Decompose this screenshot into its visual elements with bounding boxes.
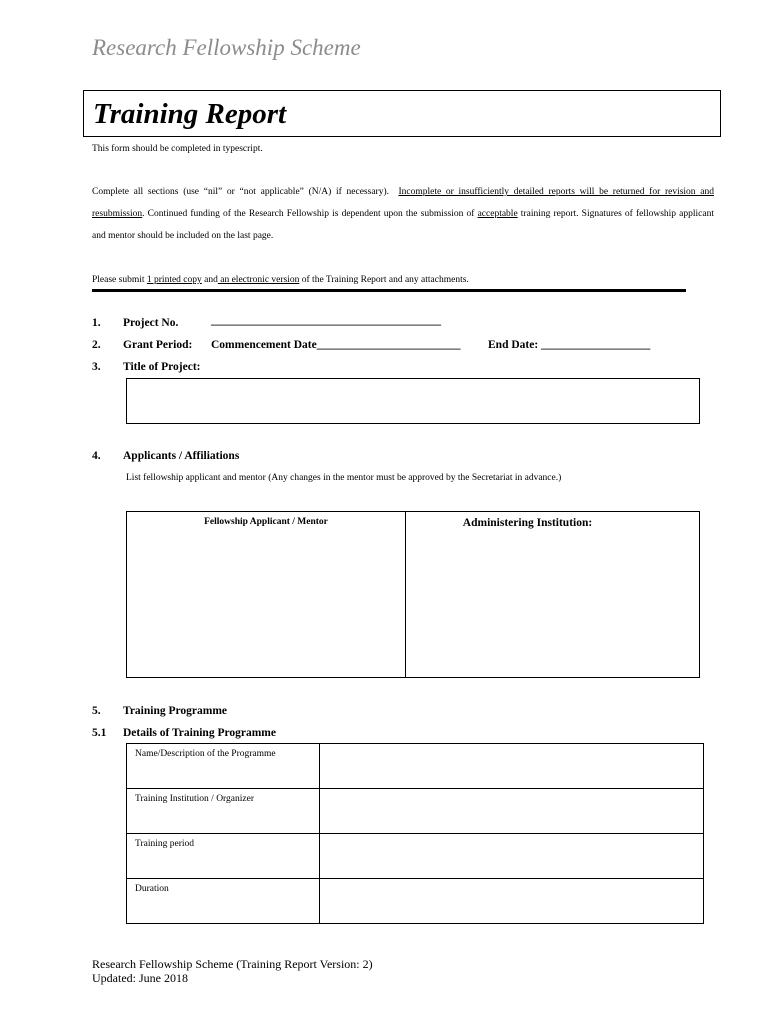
details-row-value[interactable] bbox=[320, 834, 704, 879]
submit-text-a: Please submit bbox=[92, 275, 147, 285]
details-row-label: Duration bbox=[127, 879, 320, 924]
project-title-field[interactable] bbox=[126, 378, 700, 424]
submit-note bbox=[92, 275, 469, 285]
title-of-project-label: Title of Project: bbox=[123, 361, 201, 373]
page-title: Training Report bbox=[93, 98, 287, 130]
submit-printed-copy: 1 printed copy bbox=[146, 275, 202, 285]
grant-period-label: Grant Period: bbox=[123, 339, 193, 351]
page-footer bbox=[92, 957, 373, 985]
applicant-mentor-header: Fellowship Applicant / Mentor bbox=[204, 517, 328, 527]
table-row bbox=[127, 744, 704, 789]
typescript-note: This form should be completed in typescript. bbox=[92, 144, 263, 154]
applicants-table bbox=[126, 511, 700, 678]
details-row-value[interactable] bbox=[320, 789, 704, 834]
end-date-field[interactable]: End Date: ___________________ bbox=[488, 339, 651, 351]
details-row-label: Training period bbox=[127, 834, 320, 879]
details-label: Details of Training Programme bbox=[123, 727, 276, 739]
project-no-label: Project No. bbox=[123, 317, 179, 329]
footer-version: Research Fellowship Scheme (Training Report Version: 2) bbox=[92, 957, 373, 971]
divider-line bbox=[92, 289, 686, 292]
instructions-text-c: training report. Signatures of fellowship applicant and mentor should be included on the last page. bbox=[92, 209, 715, 241]
details-row-label: Training Institution / Organizer bbox=[127, 789, 320, 834]
commencement-date-field[interactable]: Commencement Date_________________________ bbox=[211, 339, 461, 351]
section-3-number: 3. bbox=[92, 361, 101, 373]
submit-text-b: and bbox=[201, 275, 218, 285]
title-box bbox=[83, 90, 721, 137]
applicants-label: Applicants / Affiliations bbox=[123, 450, 240, 462]
scheme-heading: Research Fellowship Scheme bbox=[92, 35, 361, 60]
details-table bbox=[126, 743, 704, 924]
section-5-1-number: 5.1 bbox=[92, 727, 107, 739]
details-row-value[interactable] bbox=[320, 744, 704, 789]
administering-institution-cell[interactable] bbox=[410, 536, 695, 672]
section-2-number: 2. bbox=[92, 339, 101, 351]
training-programme-label: Training Programme bbox=[123, 705, 228, 717]
footer-updated: Updated: June 2018 bbox=[92, 971, 188, 985]
details-row-value[interactable] bbox=[320, 879, 704, 924]
applicants-note: List fellowship applicant and mentor (Any changes in the mentor must be approved by the Secretariat in advance.) bbox=[126, 473, 562, 483]
details-row-label: Name/Description of the Programme bbox=[127, 744, 320, 789]
table-row bbox=[127, 789, 704, 834]
section-4-number: 4. bbox=[92, 450, 101, 462]
section-1-number: 1. bbox=[92, 317, 101, 329]
applicants-table-divider bbox=[405, 512, 406, 677]
submit-electronic: an electronic version bbox=[217, 275, 300, 285]
instructions-acceptable: acceptable bbox=[477, 209, 518, 219]
administering-institution-header: Administering Institution: bbox=[462, 517, 593, 529]
instructions-paragraph bbox=[92, 181, 714, 247]
instructions-text-b: . Continued funding of the Research Fellowship is dependent upon the submission of bbox=[142, 209, 475, 219]
table-row bbox=[127, 879, 704, 924]
instructions-warning: Incomplete or insufficiently detailed reports will be returned for revision and resubmission bbox=[92, 187, 714, 219]
submit-text-c: of the Training Report and any attachments. bbox=[299, 275, 469, 285]
section-5-number: 5. bbox=[92, 705, 101, 717]
applicant-mentor-cell[interactable] bbox=[131, 536, 401, 672]
instructions-text-a: Complete all sections (use “nil” or “not applicable” (N/A) if necessary). bbox=[92, 187, 389, 197]
table-row bbox=[127, 834, 704, 879]
project-no-field[interactable]: ________________________________________ bbox=[211, 315, 441, 327]
